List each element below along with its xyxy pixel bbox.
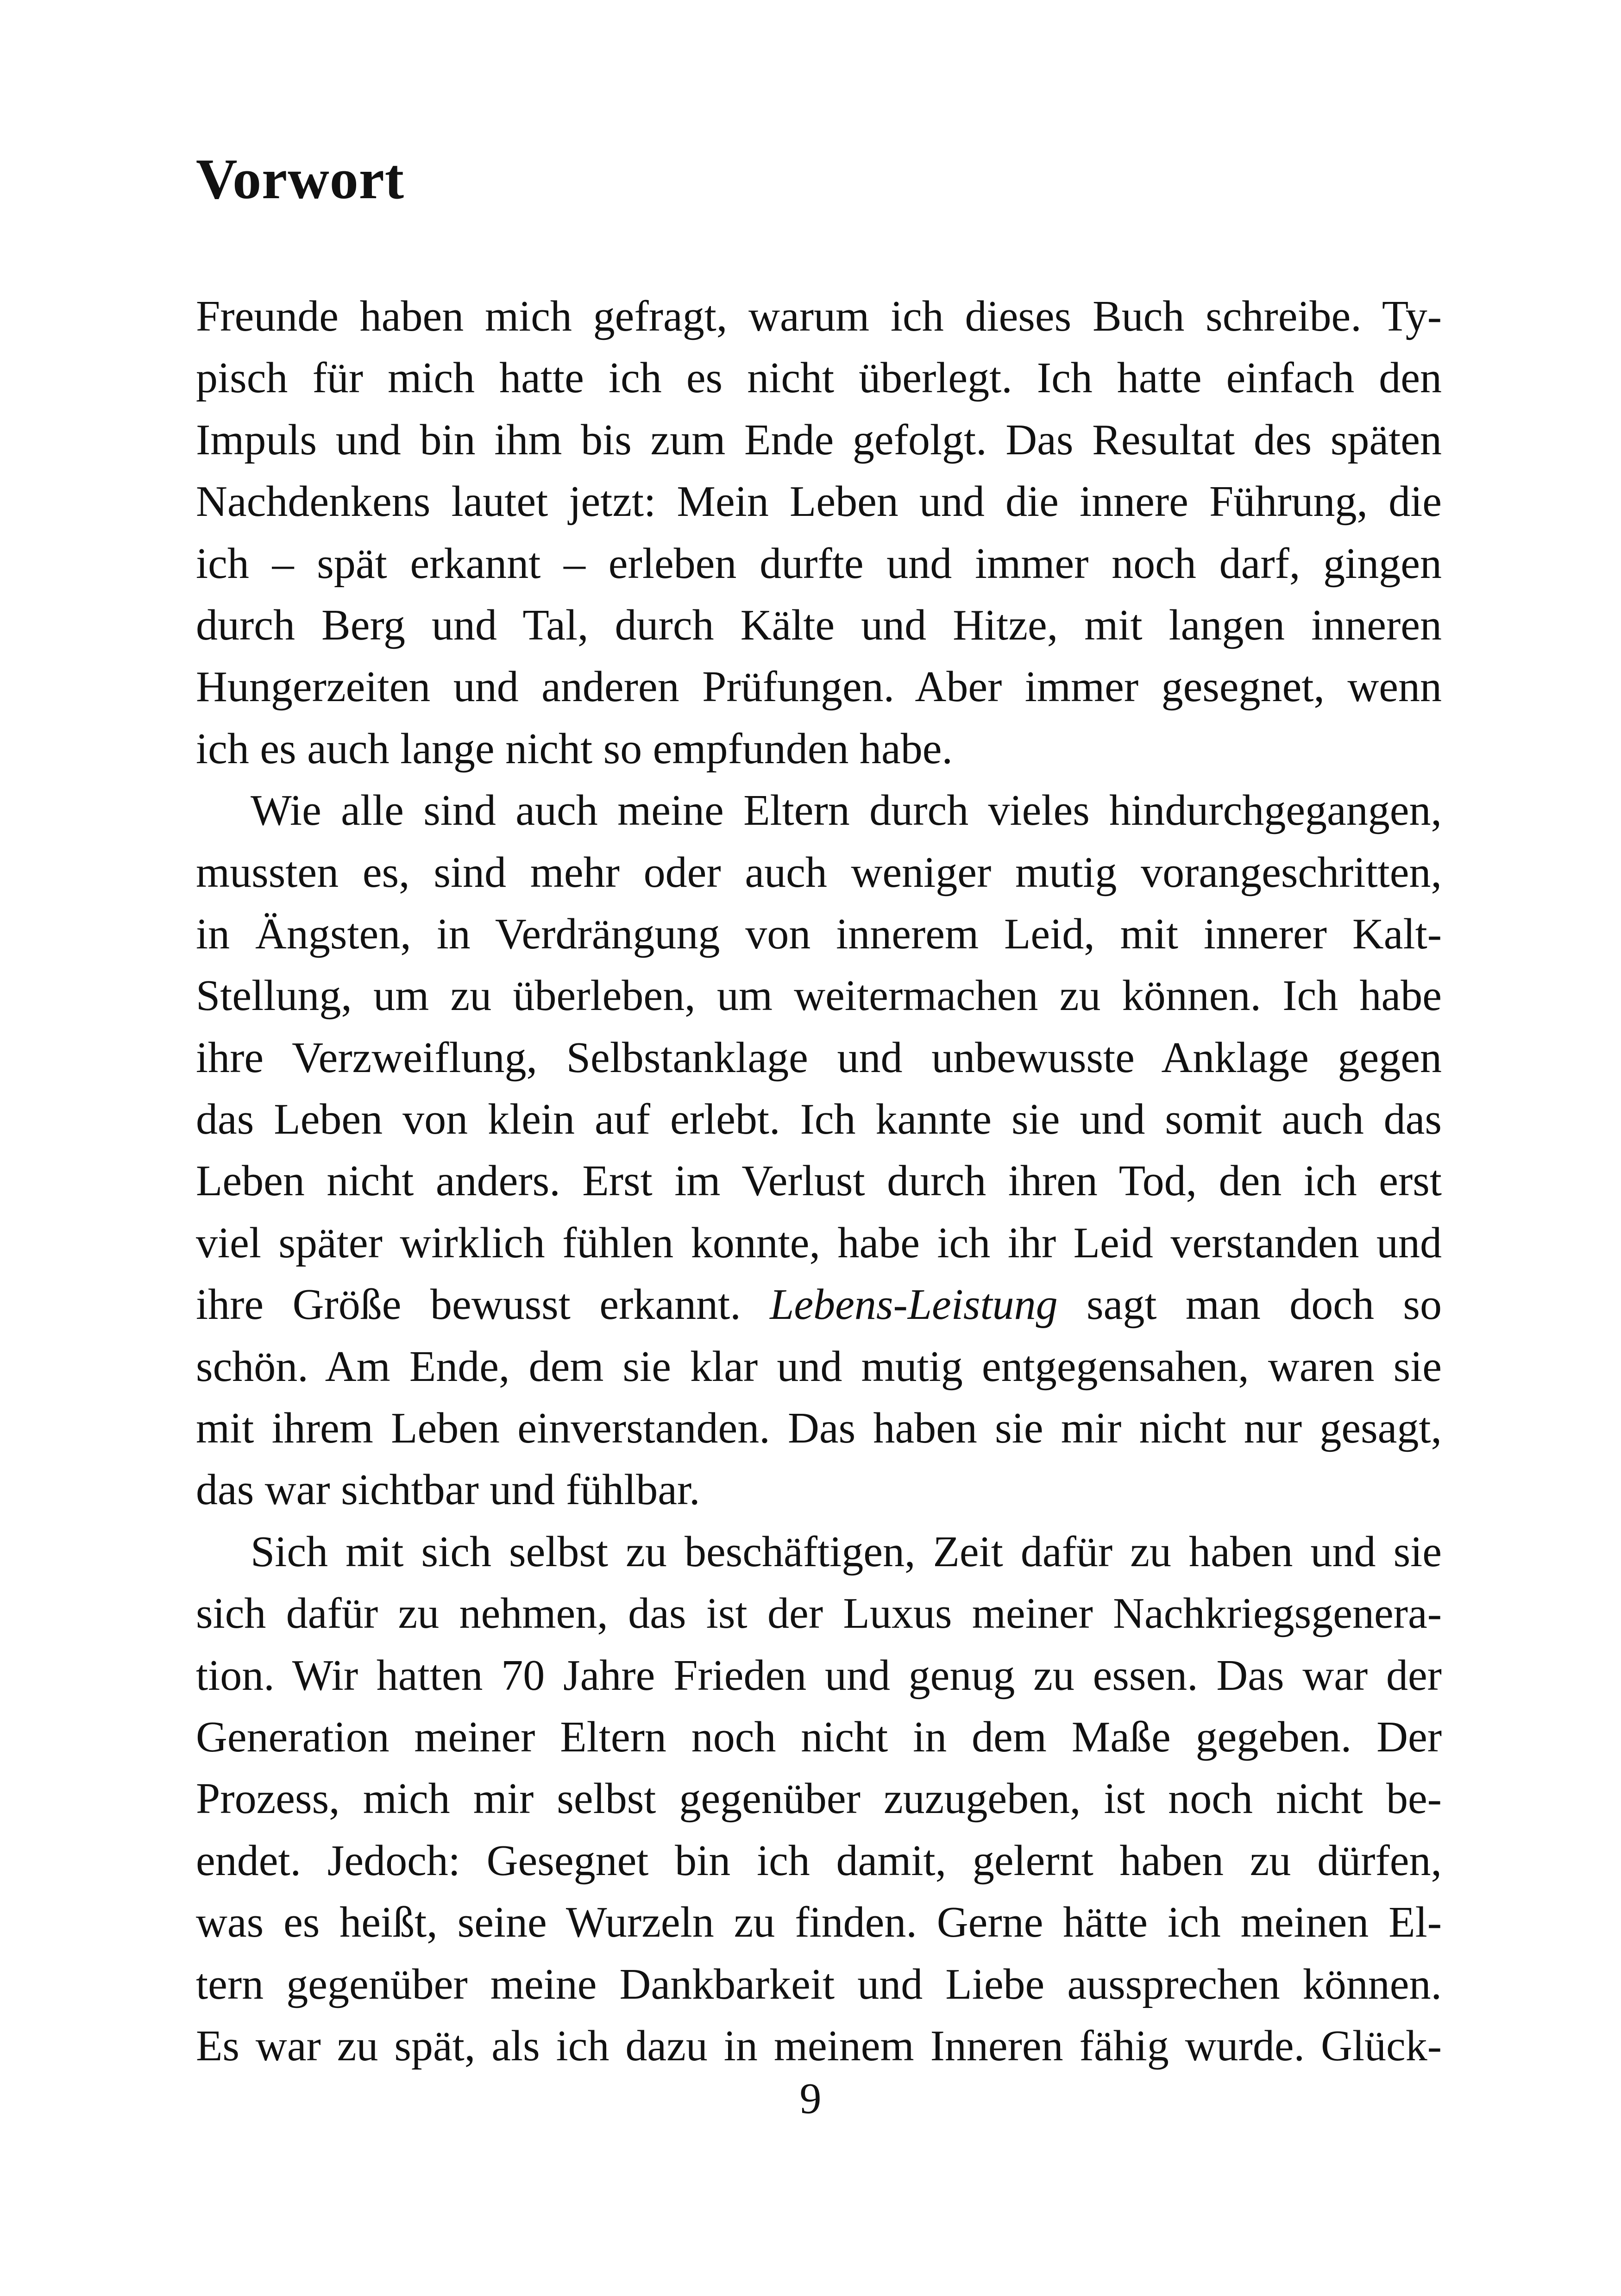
text-line: Es war zu spät, als ich dazu in meinem Inneren fähig wurde. Glück- xyxy=(196,2021,1442,2070)
text-line: sich dafür zu nehmen, das ist der Luxus meiner Nachkriegsgenera- xyxy=(196,1589,1442,1638)
text-segment: sagt man doch so xyxy=(1057,1280,1442,1329)
page-heading: Vorwort xyxy=(196,147,405,211)
text-line: schön. Am Ende, dem sie klar und mutig entgegensahen, waren sie xyxy=(196,1342,1442,1391)
emphasized-term: Lebens-Leistung xyxy=(770,1280,1058,1329)
text-line: Hungerzeiten und anderen Prüfungen. Aber immer gesegnet, wenn xyxy=(196,663,1442,711)
text-line: viel später wirklich fühlen konnte, habe ich ihr Leid verstanden und xyxy=(196,1218,1442,1267)
text-line: Freunde haben mich gefragt, warum ich dieses Buch schreibe. Ty- xyxy=(196,292,1442,340)
text-segment: ihre Größe bewusst erkannt. xyxy=(196,1280,770,1329)
text-line: ihre Verzweiflung, Selbstanklage und unbewusste Anklage gegen xyxy=(196,1033,1442,1082)
text-line: tern gegenüber meine Dankbarkeit und Liebe aussprechen können. xyxy=(196,1960,1442,2008)
text-line xyxy=(196,1274,1442,1336)
text-line: das Leben von klein auf erlebt. Ich kannte sie und somit auch das xyxy=(196,1095,1442,1144)
text-line: das war sichtbar und fühlbar. xyxy=(196,1466,700,1514)
text-line: durch Berg und Tal, durch Kälte und Hitze, mit langen inneren xyxy=(196,601,1442,649)
text-line: mit ihrem Leben einverstanden. Das haben sie mir nicht nur gesagt, xyxy=(196,1404,1442,1453)
text-line: tion. Wir hatten 70 Jahre Frieden und genug zu essen. Das war der xyxy=(196,1651,1442,1700)
text-line: Generation meiner Eltern noch nicht in dem Maße gegeben. Der xyxy=(196,1713,1442,1761)
page-number: 9 xyxy=(799,2075,822,2123)
body-text xyxy=(196,286,1442,2077)
text-line: Stellung, um zu überleben, um weitermachen zu können. Ich habe xyxy=(196,972,1442,1020)
text-line: endet. Jedoch: Gesegnet bin ich damit, gelernt haben zu dürfen, xyxy=(196,1836,1442,1885)
text-line: Sich mit sich selbst zu beschäftigen, Zeit dafür zu haben und sie xyxy=(251,1527,1442,1576)
text-line: Prozess, mich mir selbst gegenüber zuzugeben, ist noch nicht be- xyxy=(196,1775,1442,1823)
text-line: pisch für mich hatte ich es nicht überlegt. Ich hatte einfach den xyxy=(196,354,1442,402)
text-line: was es heißt, seine Wurzeln zu finden. Gerne hätte ich meinen El- xyxy=(196,1898,1442,1947)
text-line: Nachdenkens lautet jetzt: Mein Leben und die innere Führung, die xyxy=(196,477,1442,526)
text-line: Leben nicht anders. Erst im Verlust durch ihren Tod, den ich erst xyxy=(196,1157,1442,1205)
text-line: Wie alle sind auch meine Eltern durch vieles hindurchgegangen, xyxy=(251,786,1442,835)
text-line: ich – spät erkannt – erleben durfte und immer noch darf, gingen xyxy=(196,539,1442,588)
text-line: in Ängsten, in Verdrängung von innerem Leid, mit innerer Kalt- xyxy=(196,910,1442,958)
text-line: ich es auch lange nicht so empfunden habe. xyxy=(196,724,953,773)
text-line: Impuls und bin ihm bis zum Ende gefolgt. Das Resultat des späten xyxy=(196,415,1442,464)
text-line: mussten es, sind mehr oder auch weniger mutig vorangeschritten, xyxy=(196,848,1442,897)
